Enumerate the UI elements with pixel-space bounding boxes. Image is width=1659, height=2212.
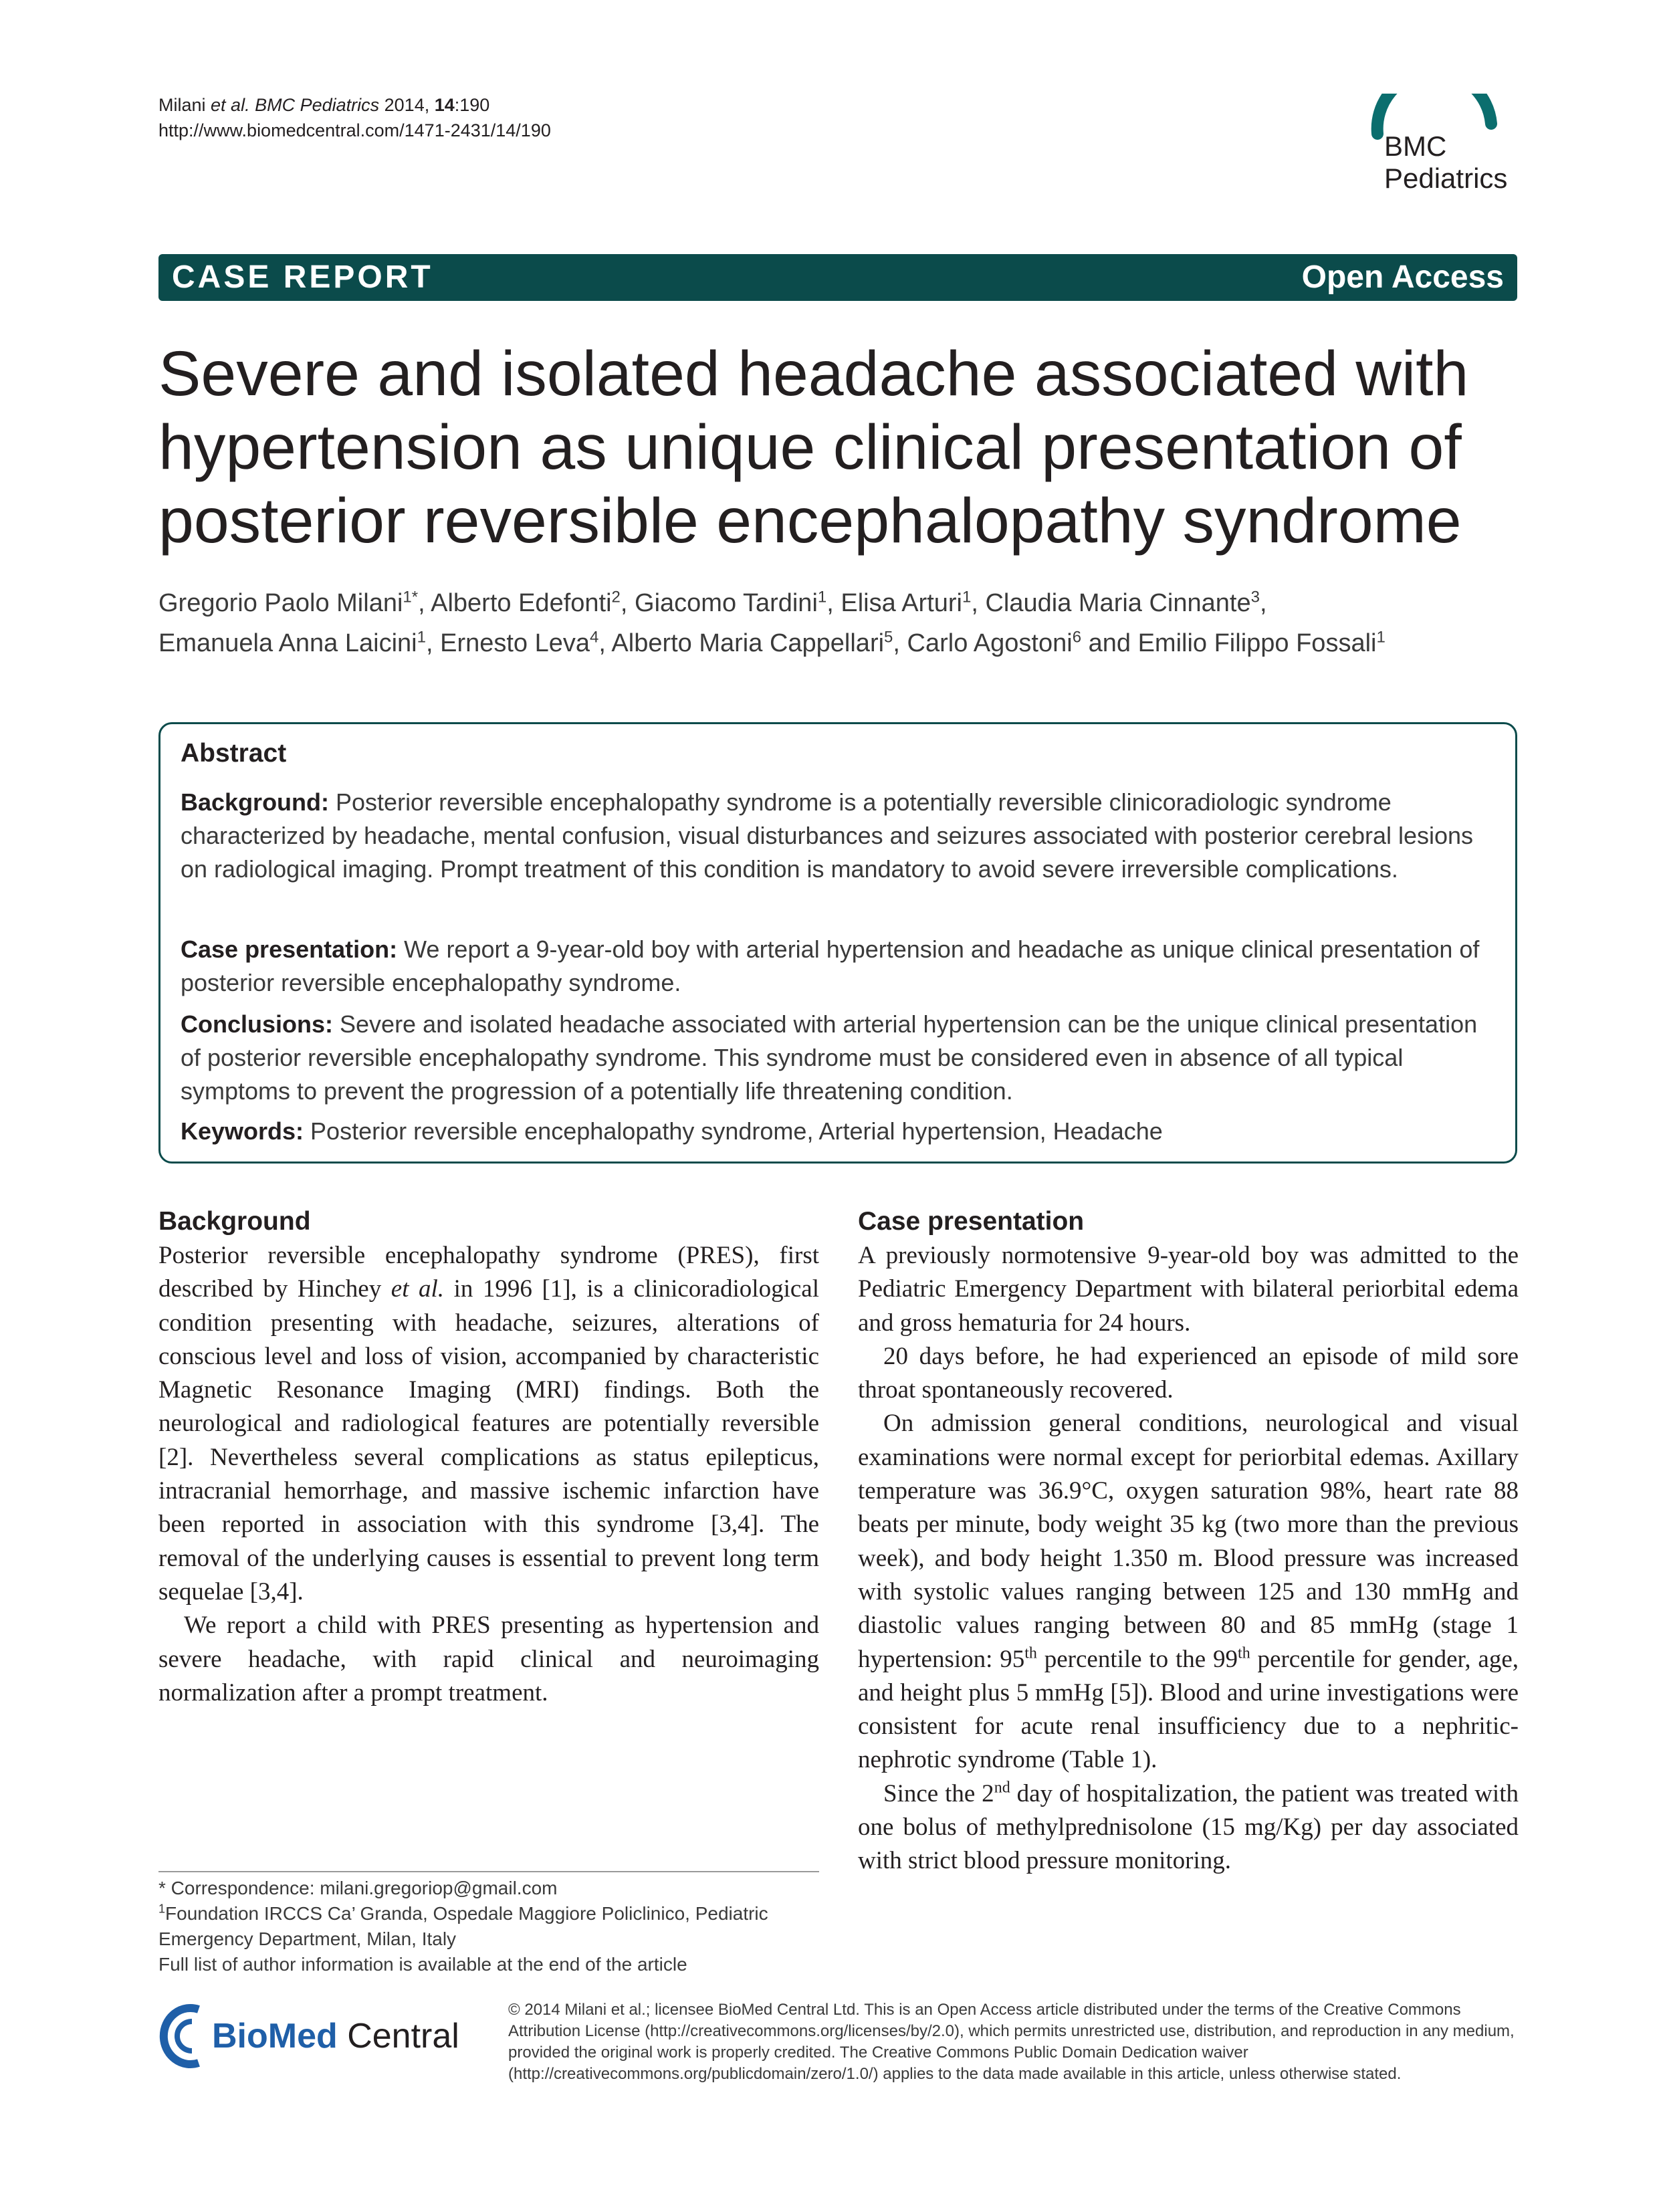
- background-paragraph-2: We report a child with PRES presenting as hypertension and severe headache, with rapid clinical and neuroimaging normalization after a prompt treatment.: [158, 1612, 819, 1706]
- footnote-divider: [158, 1871, 819, 1872]
- author-separator: ,: [425, 629, 441, 657]
- author-name: Alberto Maria Cappellari: [611, 629, 885, 657]
- abstract-background-label: Background:: [181, 788, 330, 816]
- author-info-note: Full list of author information is available at the end of the article: [158, 1954, 687, 1975]
- author-name: Gregorio Paolo Milani: [158, 589, 403, 617]
- author-separator: ,: [418, 589, 431, 617]
- author-affiliation-mark: 4: [590, 628, 599, 647]
- abstract-conclusions: [181, 1008, 1501, 1108]
- background-body: [158, 1239, 819, 1710]
- journal-logo: [1364, 94, 1525, 204]
- publisher-logo: [158, 2003, 479, 2070]
- article-type: CASE REPORT: [172, 259, 433, 295]
- author-separator: ,: [620, 589, 635, 617]
- citation-header: [158, 92, 551, 143]
- author-name: Emanuela Anna Laicini: [158, 629, 417, 657]
- article-type-banner: [158, 254, 1517, 301]
- citation-volume: 14: [434, 95, 455, 115]
- affiliation-note: $^1$Foundation IRCCS Ca’ Granda, Ospedale Maggiore Policlinico, Pediatric Emergency Department, Milan, Italy: [158, 1902, 768, 1949]
- author-name: Claudia Maria Cinnante: [985, 589, 1251, 617]
- author-name: Giacomo Tardini: [635, 589, 818, 617]
- abstract-case: [181, 933, 1501, 1000]
- citation-line: [158, 92, 551, 118]
- abstract-box: [158, 722, 1517, 1164]
- citation-authors: Milani: [158, 95, 211, 115]
- case-presentation-body: [858, 1239, 1519, 1878]
- author-separator: ,: [893, 629, 907, 657]
- author-affiliation-mark: 6: [1072, 628, 1082, 647]
- author-name: Alberto Edefonti: [431, 589, 612, 617]
- abstract-case-label: Case presentation:: [181, 935, 398, 963]
- author-name: Elisa Arturi: [841, 589, 962, 617]
- open-access-label: Open Access: [1301, 259, 1504, 295]
- author-separator: ,: [826, 589, 841, 617]
- citation-article: :190: [454, 95, 490, 115]
- author-affiliation-mark: 1: [1376, 628, 1386, 647]
- author-separator: ,: [598, 629, 612, 657]
- case-paragraph-4: Since the 2nd day of hospitalization, the patient was treated with one bolus of methylprednisolone (15 mg/Kg) per day associated with strict blood pressure monitoring.: [858, 1779, 1519, 1875]
- publisher-logo-icon: [158, 2003, 219, 2070]
- author-affiliation-mark: 1: [817, 588, 827, 606]
- abstract-background: [181, 786, 1501, 886]
- author-name: Emilio Filippo Fossali: [1137, 629, 1377, 657]
- abstract-keywords-label: Keywords:: [181, 1117, 304, 1145]
- author-name: Ernesto Leva: [440, 629, 590, 657]
- author-separator: ,: [971, 589, 986, 617]
- abstract-heading: Abstract: [181, 739, 287, 768]
- abstract-case-text: We report a 9-year-old boy with arterial hypertension and headache as unique clinical presentation of posterior reversible encephalopathy syndrome.: [181, 935, 1480, 996]
- author-affiliation-mark: 5: [884, 628, 893, 647]
- citation-journal: BMC Pediatrics: [249, 95, 380, 115]
- case-paragraph-2: 20 days before, he had experienced an episode of mild sore throat spontaneously recovered.: [858, 1342, 1519, 1404]
- case-paragraph-3: On admission general conditions, neurological and visual examinations were normal except for periorbital edemas. Axillary temperature was 36.9°C, oxygen saturation 98%, heart rate 88 beats per minute, body weight 35 kg (two more than the previous week), and body height 1.350 m. Blood pressure was increased with systolic values ranging between 125 and 130 mmHg and diastolic values ranging between 80 and 85 mmHg (stage 1 hypertension: 95th percentile to the 99th percentile for gender, age, and height plus 5 mmHg [5]). Blood and urine investigations were consistent for acute renal insufficiency due to a nephritic-nephrotic syndrome (Table 1).: [858, 1410, 1519, 1774]
- author-affiliation-mark: 2: [611, 588, 621, 606]
- author-separator: and: [1081, 629, 1138, 657]
- abstract-conclusions-text: Severe and isolated headache associated with arterial hypertension can be the unique clinical presentation of posterior reversible encephalopathy syndrome. This syndrome must be considered even in absence of all typical symptoms to prevent the progression of a potentially life threatening condition.: [181, 1010, 1478, 1105]
- author-separator: ,: [1259, 589, 1267, 617]
- abstract-keywords-text: Posterior reversible encephalopathy syndrome, Arterial hypertension, Headache: [304, 1117, 1163, 1145]
- journal-logo-bmc: BMC: [1384, 130, 1447, 162]
- author-affiliation-mark: 3: [1250, 588, 1260, 606]
- article-title: Severe and isolated headache associated with hypertension as unique clinical presentation of posterior reversible encephalopathy syndrome: [158, 338, 1469, 556]
- background-heading: Background: [158, 1207, 311, 1236]
- background-paragraph-1: Posterior reversible encephalopathy syndrome (PRES), first described by Hinchey et al. in 1996 [1], is a clinicoradiological condition presenting with headache, seizures, alterations of conscious level and loss of vision, accompanied by characteristic Magnetic Resonance Imaging (MRI) findings. Both the neurological and radiological features are potentially reversible [2]. Nevertheless several complications as status epilepticus, intracranial hemorrhage, and massive ischemic infarction have been reported in association with this syndrome [3,4]. The removal of the underlying causes is essential to prevent long term sequelae [3,4].: [158, 1242, 819, 1606]
- abstract-keywords: [181, 1115, 1501, 1148]
- citation-etal: et al.: [211, 95, 250, 115]
- case-paragraph-1: A previously normotensive 9-year-old boy was admitted to the Pediatric Emergency Department with bilateral periorbital edema and gross hematuria for 24 hours.: [858, 1242, 1519, 1337]
- citation-year: 2014,: [379, 95, 435, 115]
- author-affiliation-mark: 1: [417, 628, 426, 647]
- author-name: Carlo Agostoni: [907, 629, 1073, 657]
- article-url[interactable]: http://www.biomedcentral.com/1471-2431/14/190: [158, 120, 551, 140]
- abstract-conclusions-label: Conclusions:: [181, 1010, 334, 1038]
- publisher-name: BioMed Central: [212, 2017, 459, 2056]
- author-affiliation-mark: 1: [962, 588, 972, 606]
- case-presentation-heading: Case presentation: [858, 1207, 1085, 1236]
- correspondence-note: * Correspondence: milani.gregoriop@gmail.com: [158, 1878, 558, 1898]
- journal-logo-name: Pediatrics: [1384, 162, 1508, 194]
- footnotes: [158, 1876, 820, 1977]
- author-affiliation-mark: 1*: [403, 588, 419, 606]
- license-text: © 2014 Milani et al.; licensee BioMed Central Ltd. This is an Open Access article distributed under the terms of the Creative Commons Attribution License (http://creativecommons.org/licenses/by/2.0), which permits unrestricted use, distribution, and reproduction in any medium, provided the original work is properly credited. The Creative Commons Public Domain Dedication waiver (http://creativecommons.org/publicdomain/zero/1.0/) applies to the data made available in this article, unless otherwise stated.: [508, 2001, 1515, 2083]
- author-list: [158, 583, 1523, 663]
- abstract-background-text: Posterior reversible encephalopathy syndrome is a potentially reversible clinicoradiologic syndrome characterized by headache, mental confusion, visual disturbances and seizures associated with posterior cerebral lesions on radiological imaging. Prompt treatment of this condition is mandatory to avoid severe irreversible complications.: [181, 788, 1474, 883]
